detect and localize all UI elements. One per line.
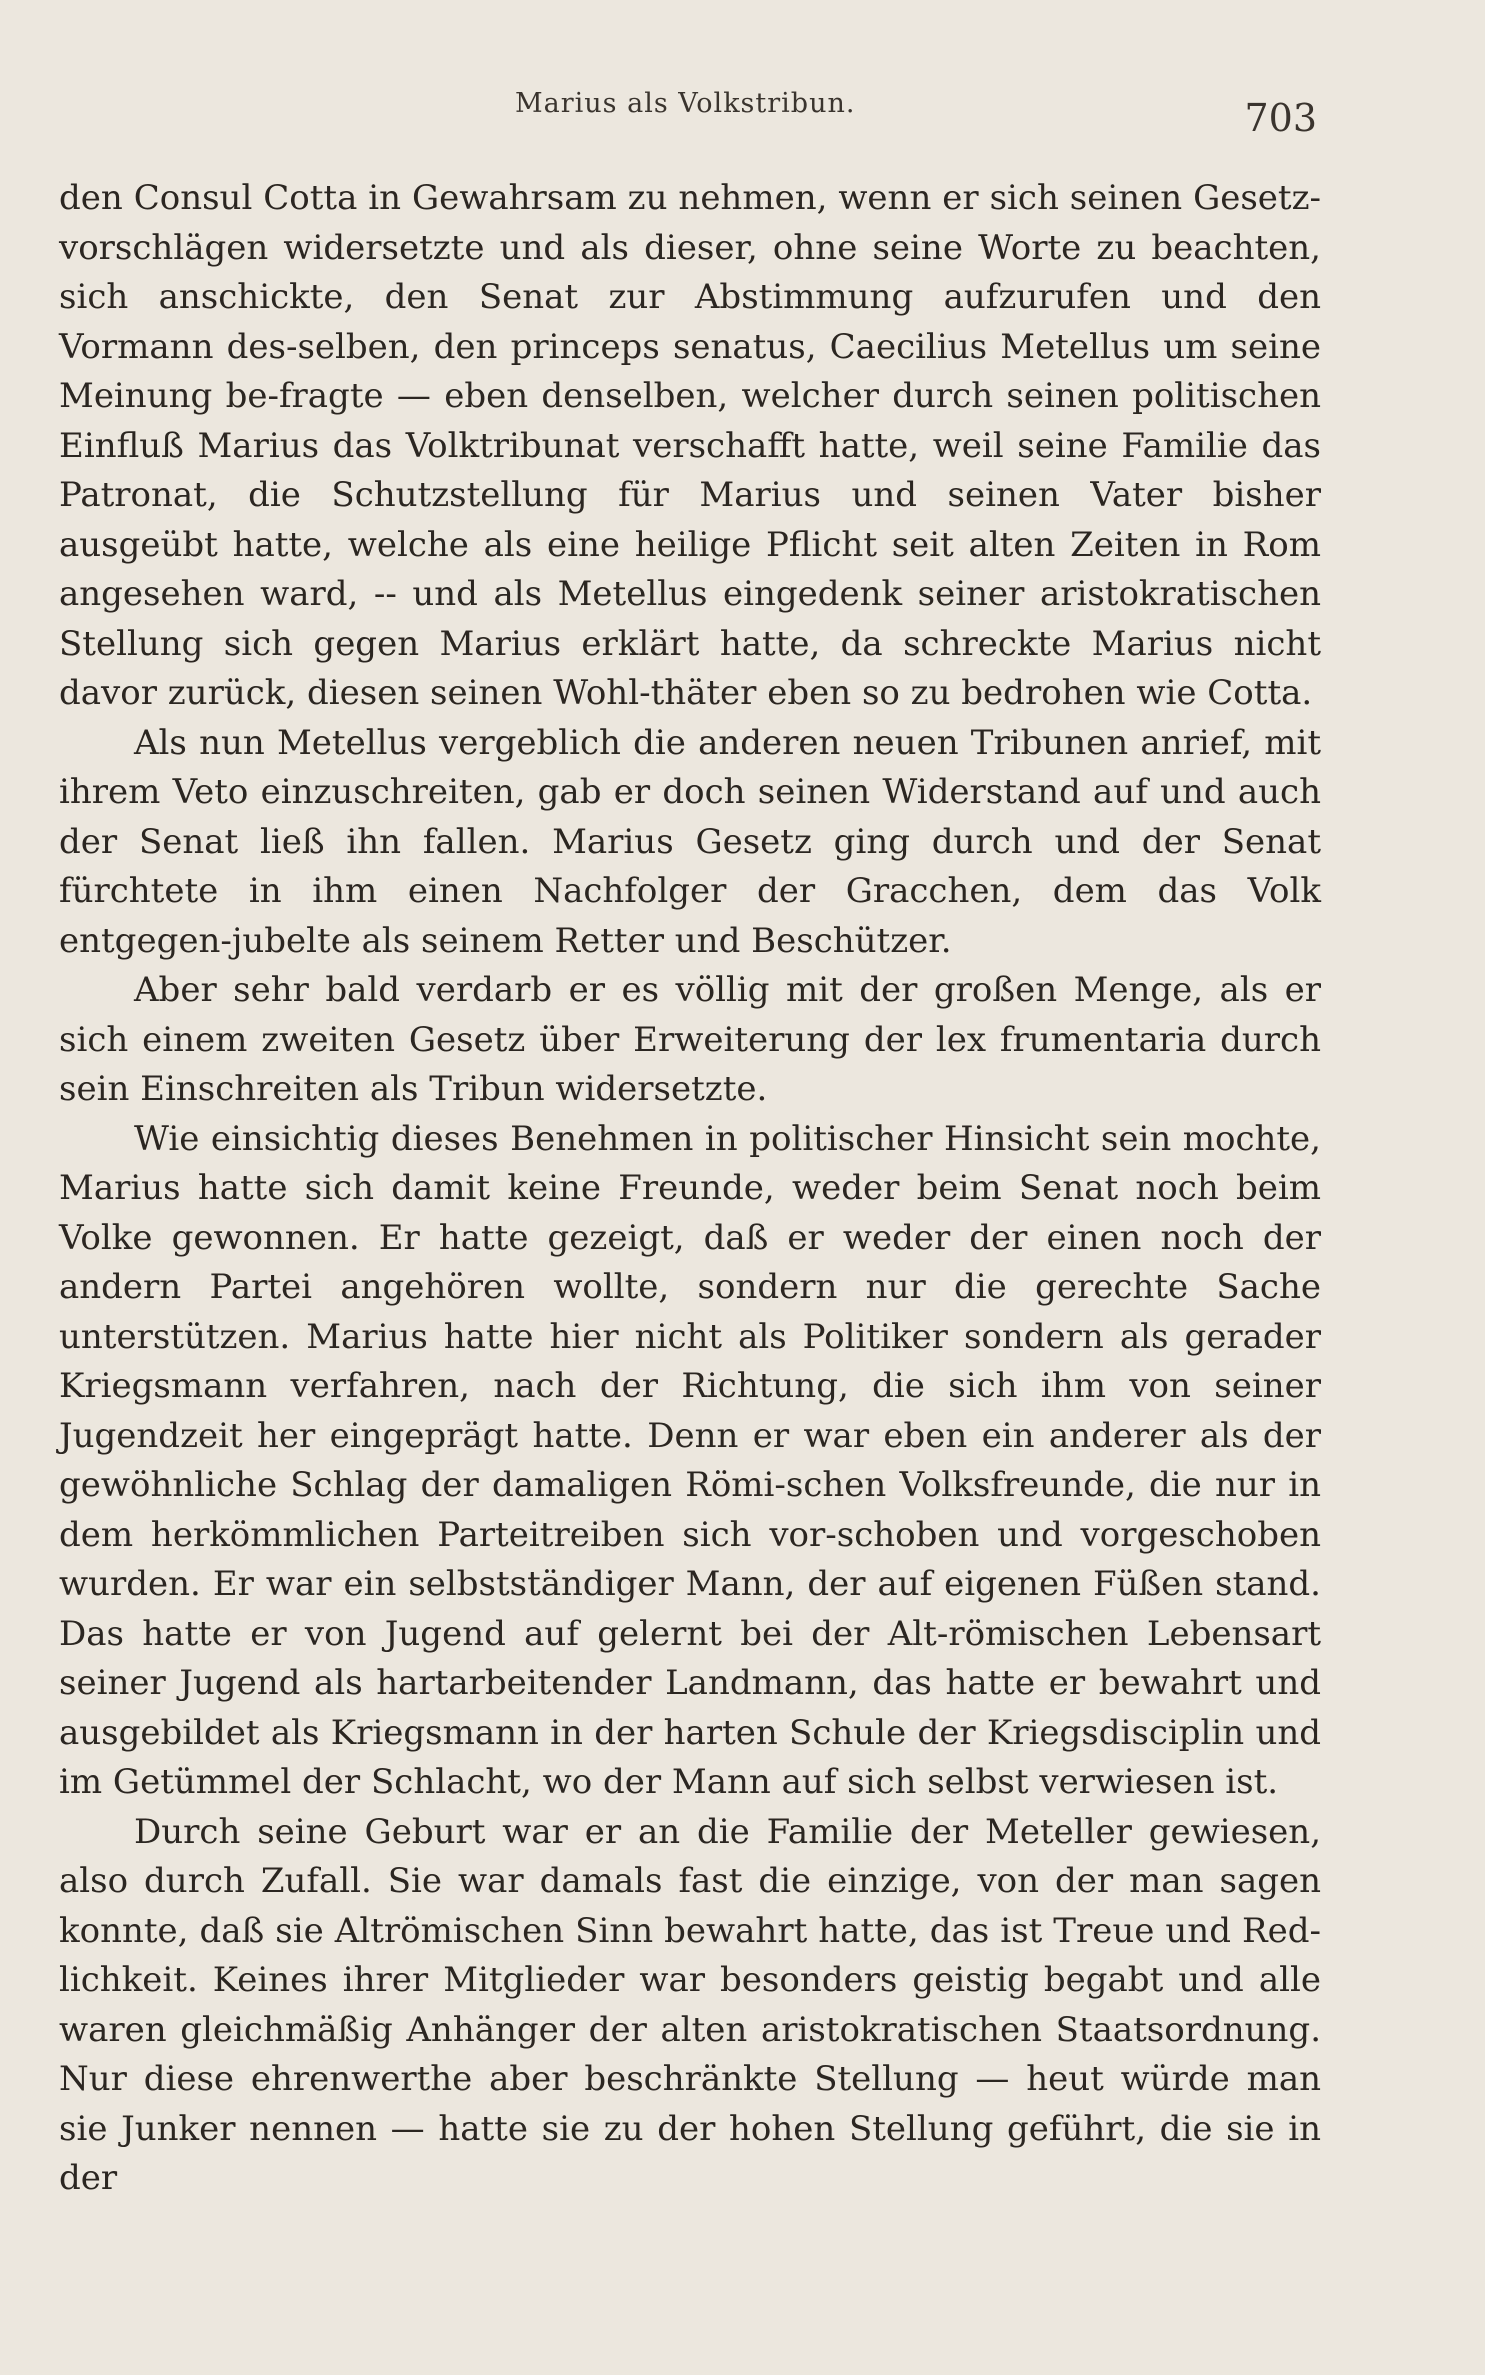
paragraph-4: Wie einsichtig dieses Benehmen in politischer Hinsicht sein mochte, Marius hatte sich damit keine Freunde, weder beim Senat noch beim Volke gewonnen. Er hatte gezeigt, daß er weder der einen noch der andern Partei angehören wollte, sondern nur die gerechte Sache unterstützen. Marius hatte hier nicht als Politiker sondern als gerader Kriegsmann verfahren, nach der Richtung, die sich ihm von seiner Jugendzeit her eingeprägt hatte. Denn er war eben ein anderer als der gewöhnliche Schlag der damaligen Römi-schen Volksfreunde, die nur in dem herkömmlichen Parteitreiben sich vor-schoben und vorgeschoben wurden. Er war ein selbstständiger Mann, der auf eigenen Füßen stand. Das hatte er von Jugend auf gelernt bei der Alt-römischen Lebensart seiner Jugend als hartarbeitender Landmann, das hatte er bewahrt und ausgebildet als Kriegsmann in der harten Schule der Kriegsdisciplin und im Getümmel der Schlacht, wo der Mann auf sich selbst verwiesen ist. <box>59 1118 1321 1802</box>
paragraph-1: den Consul Cotta in Gewahrsam zu nehmen, wenn er sich seinen Gesetz-vorschlägen widersetzte und als dieser, ohne seine Worte zu beachten, sich anschickte, den Senat zur Abstimmung aufzurufen und den Vormann des-selben, den princeps senatus, Caecilius Metellus um seine Meinung be-fragte — eben denselben, welcher durch seinen politischen Einfluß Marius das Volktribunat verschafft hatte, weil seine Familie das Patronat, die Schutzstellung für Marius und seinen Vater bisher ausgeübt hatte, welche als eine heilige Pflicht seit alten Zeiten in Rom angesehen ward, -- und als Metellus eingedenk seiner aristokratischen Stellung sich gegen Marius erklärt hatte, da schreckte Marius nicht davor zurück, diesen seinen Wohl-thäter eben so zu bedrohen wie Cotta. <box>59 178 1321 713</box>
body-text <box>59 174 1321 2204</box>
paragraph-2: Als nun Metellus vergeblich die anderen neuen Tribunen anrief, mit ihrem Veto einzuschreiten, gab er doch seinen Widerstand auf und auch der Senat ließ ihn fallen. Marius Gesetz ging durch und der Senat fürchtete in ihm einen Nachfolger der Gracchen, dem das Volk entgegen-jubelte als seinem Retter und Beschützer. <box>59 722 1321 961</box>
running-head: Marius als Volkstribun. <box>515 88 856 119</box>
paragraph-5: Durch seine Geburt war er an die Familie der Meteller gewiesen, also durch Zufall. Sie war damals fast die einzige, von der man sagen konnte, daß sie Altrömischen Sinn bewahrt hatte, das ist Treue und Red-lichkeit. Keines ihrer Mitglieder war besonders geistig begabt und alle waren gleichmäßig Anhänger der alten aristokratischen Staatsordnung. Nur diese ehrenwerthe aber beschränkte Stellung — heut würde man sie Junker nennen — hatte sie zu der hohen Stellung geführt, die sie in der <box>59 1811 1321 2198</box>
paragraph-3: Aber sehr bald verdarb er es völlig mit der großen Menge, als er sich einem zweiten Gesetz über Erweiterung der lex frumentaria durch sein Einschreiten als Tribun widersetzte. <box>59 970 1321 1109</box>
page-number: 703 <box>1244 96 1317 140</box>
